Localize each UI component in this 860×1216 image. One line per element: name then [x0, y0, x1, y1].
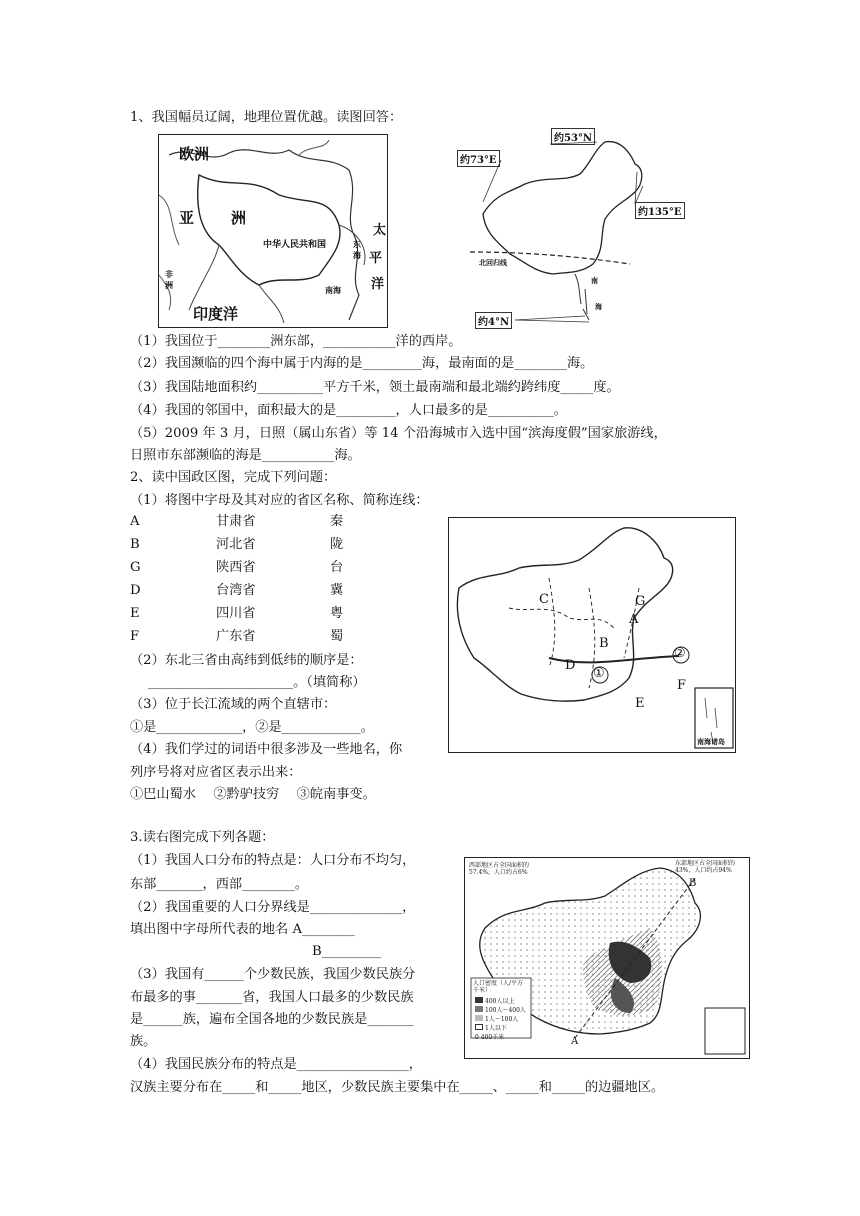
popmap-legend-title: 人口密度（人/平方千米） — [473, 980, 524, 994]
legend-swatch-4 — [475, 1024, 483, 1030]
q3-line-9: 族。 — [130, 1034, 157, 1049]
match-row — [130, 560, 390, 582]
popmap-label-a: A — [571, 1036, 579, 1047]
match-letter: G — [130, 560, 141, 575]
q1-line-1: （1）我国位于________洲东部，___________洋的西岸。 — [130, 334, 462, 349]
popmap-note-left: 西部地区占全国面积的57.4%，人口约占6% — [469, 862, 530, 876]
population-density-map — [464, 857, 750, 1059]
q1-line-4: （4）我国的邻国中，面积最大的是_________，人口最多的是__________。 — [130, 403, 567, 418]
match-province: 甘肃省 — [216, 514, 256, 529]
popmap-note-right: 东部地区占全国面积的43%，人口约占94% — [675, 860, 736, 874]
match-province: 台湾省 — [216, 583, 256, 598]
q3-line-7: 布最多的事_______省，我国人口最多的少数民族 — [130, 990, 414, 1005]
pmap-inset-label: 南海诸岛 — [697, 737, 725, 746]
q2-sub3-blank: ①是_____________，②是____________。 — [130, 720, 374, 735]
legend-swatch-2 — [475, 1006, 483, 1012]
label-asia-a: 亚 — [179, 209, 195, 227]
popmap-label-b: B — [689, 878, 697, 889]
label-tropic: 北回归线 — [479, 258, 507, 267]
label-pacific-b: 平 — [369, 251, 383, 266]
popmap-legend-4: 1人以下 — [485, 1025, 507, 1032]
match-province: 四川省 — [216, 606, 256, 621]
match-row — [130, 583, 390, 605]
q2-sub3: （3）位于长江流域的两个直辖市： — [130, 697, 337, 712]
q3-line-8: 是______族，遍布全国各地的少数民族是_______ — [130, 1012, 414, 1027]
china-political-map — [448, 517, 736, 753]
label-africa: 非洲 — [165, 269, 173, 290]
pmap-letter-e: E — [635, 696, 645, 711]
label-73e: 约73°E — [457, 150, 500, 167]
label-53n: 约53°N — [551, 128, 595, 145]
popmap-legend-3: 1人～100人 — [485, 1016, 519, 1023]
label-nanhai-hai: 海 — [595, 302, 602, 311]
match-letter: D — [130, 583, 141, 598]
pmap-letter-b: B — [599, 636, 609, 651]
q2-sub1: （1）将图中字母及其对应的省区名称、简称连线： — [130, 493, 429, 508]
q2-sub4b: 列序号将对应省区表示出来： — [130, 765, 302, 780]
q2-sub2-blank: ______________________。（填简称） — [148, 675, 366, 690]
q3-line-5: B_________ — [312, 944, 382, 959]
asia-location-map — [158, 134, 388, 328]
pmap-circle-2: ② — [674, 646, 686, 661]
q3-line-11: 汉族主要分布在_____和_____地区，少数民族主要集中在_____、_____和_____的边疆地区。 — [130, 1080, 665, 1095]
label-south-sea: 南海 — [325, 285, 341, 295]
political-map-outline — [449, 518, 735, 752]
q3-line-1: （1）我国人口分布的特点是：人口分布不均匀， — [130, 853, 416, 868]
population-map-outline — [465, 858, 749, 1058]
q2-sub4c: ①巴山蜀水 ②黔驴技穷 ③皖南事变。 — [130, 787, 376, 802]
q2-title: 2、读中国政区图，完成下列问题： — [130, 470, 337, 485]
match-abbr: 陇 — [330, 537, 344, 552]
q2-sub4: （4）我们学过的词语中很多涉及一些地名，你 — [130, 742, 403, 757]
extreme-points-map — [455, 124, 690, 330]
pmap-letter-d: D — [565, 658, 576, 673]
label-4n: 约4°N — [475, 312, 512, 329]
q1-line-3: （3）我国陆地面积约__________平方千米，领土最南端和最北端约跨纬度_____度。 — [130, 380, 620, 395]
label-prc: 中华人民共和国 — [263, 240, 327, 250]
q3-line-4: 填出图中字母所代表的地名 A________ — [130, 922, 355, 937]
q1-title: 1、我国幅员辽阔，地理位置优越。读图回答： — [130, 110, 403, 125]
legend-swatch-1 — [475, 997, 483, 1003]
match-row — [130, 606, 390, 628]
q1-line-5: （5）2009 年 3 月，日照（属山东省）等 14 个沿海城市入选中国“滨海度假”国家旅游线， — [130, 426, 667, 441]
q3-line-2: 东部_______，西部________。 — [130, 877, 309, 892]
match-province: 广东省 — [216, 629, 256, 644]
match-province: 河北省 — [216, 537, 256, 552]
pmap-letter-a: A — [629, 612, 639, 627]
match-abbr: 粤 — [330, 606, 344, 621]
pmap-letter-c: C — [539, 592, 549, 607]
label-east-sea: 东海 — [353, 239, 361, 260]
label-nanhai-nan: 南 — [591, 276, 598, 285]
pmap-letter-f: F — [677, 678, 687, 693]
match-row — [130, 537, 390, 559]
match-abbr: 台 — [330, 560, 344, 575]
label-indian-ocean: 印度洋 — [193, 305, 239, 323]
match-abbr: 秦 — [330, 514, 344, 529]
pmap-letter-g: G — [635, 594, 646, 609]
pmap-circle-1: ① — [593, 666, 605, 681]
q2-sub2: （2）东北三省由高纬到低纬的顺序是： — [130, 653, 363, 668]
q3-line-3: （2）我国重要的人口分界线是______________， — [130, 900, 416, 915]
label-europe: 欧洲 — [179, 145, 210, 163]
q3-line-10: （4）我国民族分布的特点是_________________， — [130, 1057, 422, 1072]
label-pacific-c: 洋 — [371, 277, 385, 292]
match-province: 陕西省 — [216, 560, 256, 575]
label-asia-b: 洲 — [231, 209, 247, 227]
label-pacific-a: 太 — [373, 223, 387, 238]
q3-title: 3.读右图完成下列各题： — [130, 830, 275, 845]
province-match-table — [130, 514, 390, 652]
popmap-scale: 0 400千米 — [475, 1034, 505, 1041]
popmap-legend-2: 100人～400人 — [485, 1007, 526, 1014]
match-abbr: 蜀 — [330, 629, 344, 644]
q1-line-6: 日照市东部濒临的海是___________海。 — [130, 448, 361, 463]
match-row — [130, 514, 390, 536]
match-abbr: 冀 — [330, 583, 344, 598]
match-letter: E — [130, 606, 140, 621]
q3-line-6: （3）我国有______个少数民族，我国少数民族分 — [130, 967, 416, 982]
match-row — [130, 629, 390, 651]
label-135e: 约135°E — [635, 202, 685, 219]
q1-line-2: （2）我国濒临的四个海中属于内海的是_________海，最南面的是________海。 — [130, 356, 594, 371]
popmap-legend-1: 400人以上 — [485, 998, 515, 1005]
match-letter: F — [130, 629, 140, 644]
legend-swatch-3 — [475, 1015, 483, 1021]
match-letter: B — [130, 537, 140, 552]
match-letter: A — [130, 514, 140, 529]
